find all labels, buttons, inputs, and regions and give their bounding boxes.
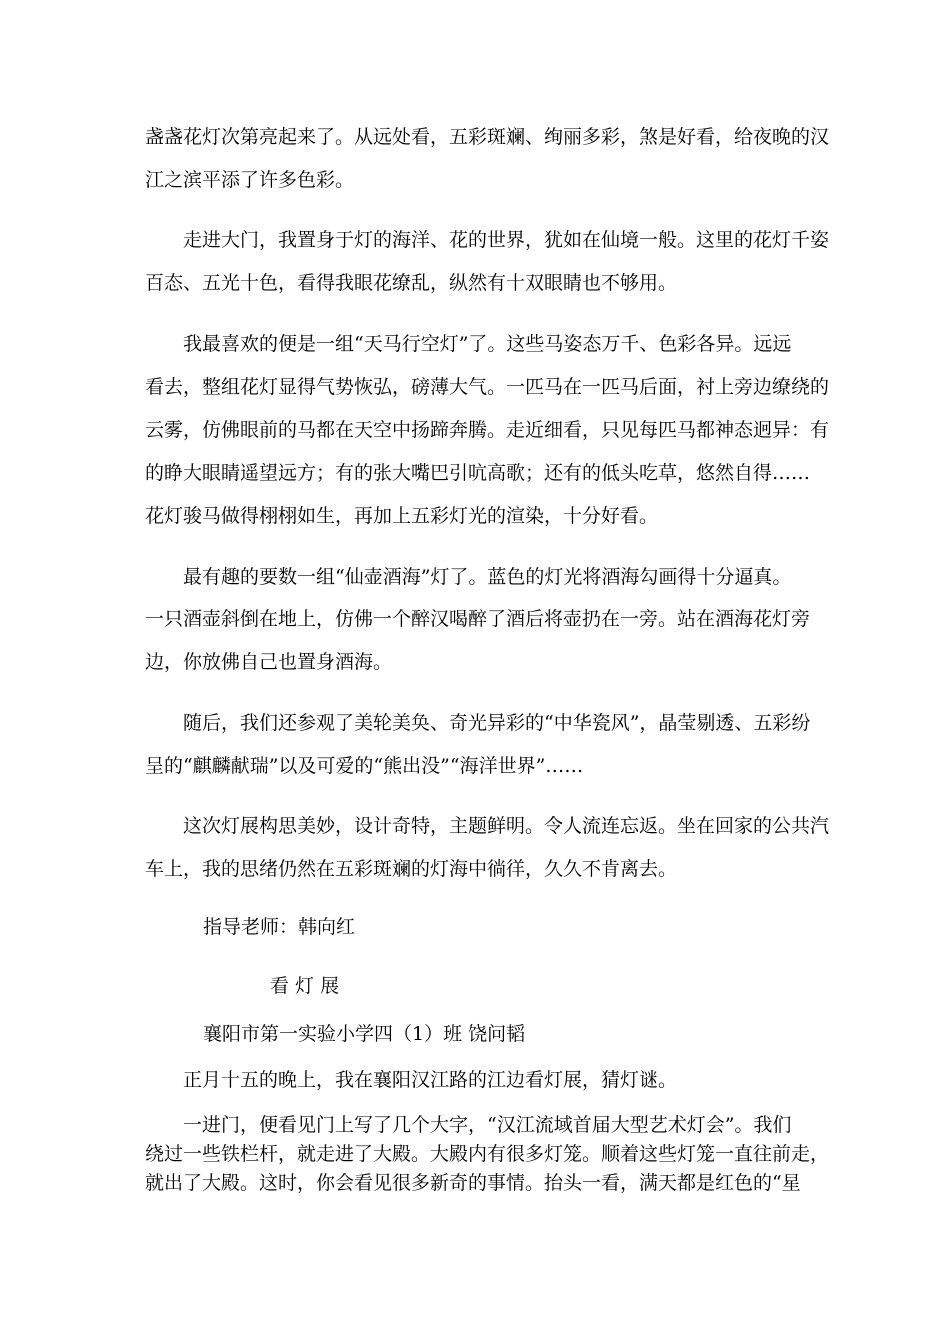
- text-line: 车上，我的思绪仍然在五彩斑斓的灯海中徜徉，久久不肯离去。: [145, 858, 678, 880]
- text-line: 呈的“麒麟献瑞”以及可爱的“熊出没”“海洋世界”……: [145, 755, 584, 777]
- text-line: 一进门，便看见门上写了几个大字，“汉江流域首届大型艺术灯会”。我们: [183, 1114, 792, 1136]
- text-line: 看去，整组花灯显得气势恢弘，磅薄大气。一匹马在一匹马后面，衬上旁边缭绕的: [145, 376, 830, 398]
- text-line: 盏盏花灯次第亮起来了。从远处看，五彩斑斓、绚丽多彩，煞是好看，给夜晚的汉: [145, 126, 830, 148]
- text-line: 一只酒壶斜倒在地上，仿佛一个醉汉喝醉了酒后将壶扔在一旁。站在酒海花灯旁: [145, 608, 811, 630]
- teacher-credit: 指导老师：韩向红: [203, 916, 356, 938]
- text-line: 走进大门，我置身于灯的海洋、花的世界，犹如在仙境一般。这里的花灯千姿: [183, 229, 830, 251]
- text-line: 随后，我们还参观了美轮美奂、奇光异彩的“中华瓷风”，晶莹剔透、五彩纷: [183, 712, 811, 734]
- text-line: 云雾，仿佛眼前的马都在天空中扬蹄奔腾。走近细看，只见每匹马都神态迥异：有: [145, 419, 830, 441]
- essay-title: 看 灯 展: [270, 975, 340, 997]
- text-line: 江之滨平添了许多色彩。: [145, 169, 355, 191]
- text-line: 正月十五的晚上，我在襄阳汉江路的江边看灯展，猜灯谜。: [183, 1069, 678, 1091]
- text-line: 百态、五光十色，看得我眼花缭乱，纵然有十双眼睛也不够用。: [145, 272, 678, 294]
- text-line: 花灯骏马做得栩栩如生，再加上五彩灯光的渲染，十分好看。: [145, 505, 659, 527]
- text-line: 最有趣的要数一组“仙壶酒海”灯了。蓝色的灯光将酒海勾画得十分逼真。: [183, 566, 792, 588]
- text-line: 就出了大殿。这时，你会看见很多新奇的事情。抬头一看，满天都是红色的“星: [145, 1172, 801, 1194]
- text-line: 的睁大眼睛遥望远方；有的张大嘴巴引吭高歌；还有的低头吃草，悠然自得……: [145, 462, 811, 484]
- text-line: 绕过一些铁栏杆，就走进了大殿。大殿内有很多灯笼。顺着这些灯笼一直往前走，: [145, 1143, 830, 1165]
- text-line: 这次灯展构思美妙，设计奇特，主题鲜明。令人流连忘返。坐在回家的公共汽: [183, 815, 830, 837]
- text-line: 我最喜欢的便是一组“天马行空灯”了。这些马姿态万千、色彩各异。远远: [183, 333, 792, 355]
- essay-author: 襄阳市第一实验小学四（1）班 饶问韬: [203, 1023, 526, 1045]
- text-line: 边，你放佛自己也置身酒海。: [145, 651, 393, 673]
